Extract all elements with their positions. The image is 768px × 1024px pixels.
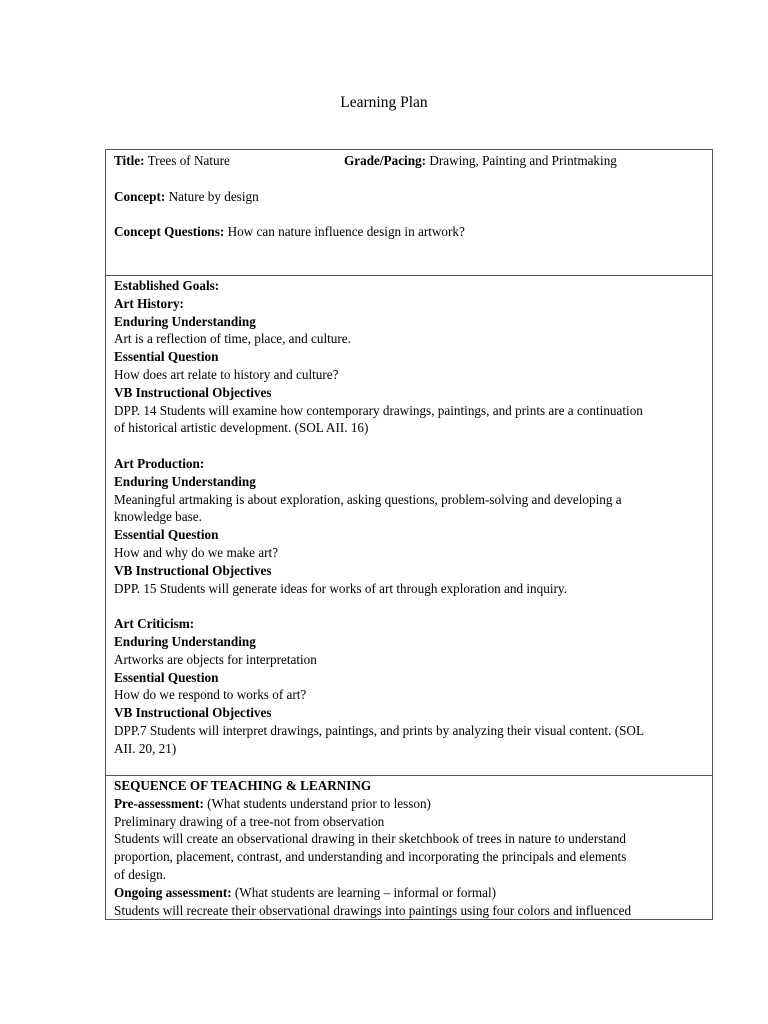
sequence-heading: SEQUENCE OF TEACHING & LEARNING [114,778,372,793]
concept-questions-label: Concept Questions: [114,224,225,240]
grade-label: Grade/Pacing: [344,153,427,168]
title-value: Trees of Nature [147,153,230,168]
grade-value: Drawing, Painting and Printmaking [429,153,617,168]
pre-assessment-line [114,795,704,813]
pre-assessment-text-line: of design. [114,866,167,882]
essential-question-label: Essential Question [114,527,219,543]
essential-question-text: How and why do we make art? [114,544,279,560]
sequence-cell [106,775,712,919]
essential-question-label: Essential Question [114,669,219,685]
pre-assessment-label: Pre-assessment: [114,795,204,811]
grade-pacing [344,152,617,170]
art-production-title: Art Production: [114,455,205,471]
ongoing-assessment-text-line: Students will recreate their observational drawings into paintings using four colors and influenced [114,902,632,918]
enduring-understanding-label: Enduring Understanding [114,313,256,329]
concept-value: Nature by design [168,188,259,204]
objectives-label: VB Instructional Objectives [114,705,272,721]
concept-line [114,188,704,206]
objectives-label: VB Instructional Objectives [114,384,272,400]
ongoing-assessment-note: (What students are learning – informal or formal) [234,884,496,900]
objectives-label: VB Instructional Objectives [114,562,272,578]
objectives-text-line: of historical artistic development. (SOL AII. 16) [114,420,369,436]
objectives-text: DPP. 15 Students will generate ideas for works of art through exploration and inquiry. [114,580,567,596]
concept-questions-line [114,223,704,241]
art-criticism-title: Art Criticism: [114,616,195,632]
goals-heading: Established Goals: [114,278,220,293]
enduring-understanding-text: Art is a reflection of time, place, and culture. [114,331,351,347]
enduring-understanding-text-line: Meaningful artmaking is about exploration, asking questions, problem-solving and developing a [114,491,622,507]
pre-assessment-text-line: Students will create an observational drawing in their sketchbook of trees in nature to understand [114,831,626,847]
enduring-understanding-label: Enduring Understanding [114,633,256,649]
essential-question-label: Essential Question [114,349,219,365]
objectives-text-line: DPP. 14 Students will examine how contemporary drawings, paintings, and prints are a continuation [114,402,643,418]
plan-header-cell [106,150,712,275]
art-history-title: Art History: [114,295,184,311]
concept-label: Concept: [114,188,166,204]
pre-assessment-text-line: Preliminary drawing of a tree-not from observation [114,813,385,829]
pre-assessment-note: (What students understand prior to lesson) [207,795,431,811]
pre-assessment-text-line: proportion, placement, contrast, and understanding and incorporating the principals and elements [114,849,627,865]
title-line [114,152,704,170]
document-title: Learning Plan [340,94,428,111]
essential-question-text: How do we respond to works of art? [114,687,307,703]
enduring-understanding-text-line: knowledge base. [114,509,202,525]
objectives-text-line: DPP.7 Students will interpret drawings, paintings, and prints by analyzing their visual content. (SOL [114,722,644,738]
ongoing-assessment-line [114,884,704,902]
enduring-understanding-label: Enduring Understanding [114,473,256,489]
enduring-understanding-text: Artworks are objects for interpretation [114,651,317,667]
title-label: Title: [114,153,145,168]
concept-questions-value: How can nature influence design in artwork? [227,224,465,240]
essential-question-text: How does art relate to history and culture? [114,366,339,382]
ongoing-assessment-label: Ongoing assessment: [114,884,232,900]
objectives-text-line: AII. 20, 21) [114,740,177,756]
learning-plan-table [105,149,713,920]
established-goals-cell [106,275,712,775]
